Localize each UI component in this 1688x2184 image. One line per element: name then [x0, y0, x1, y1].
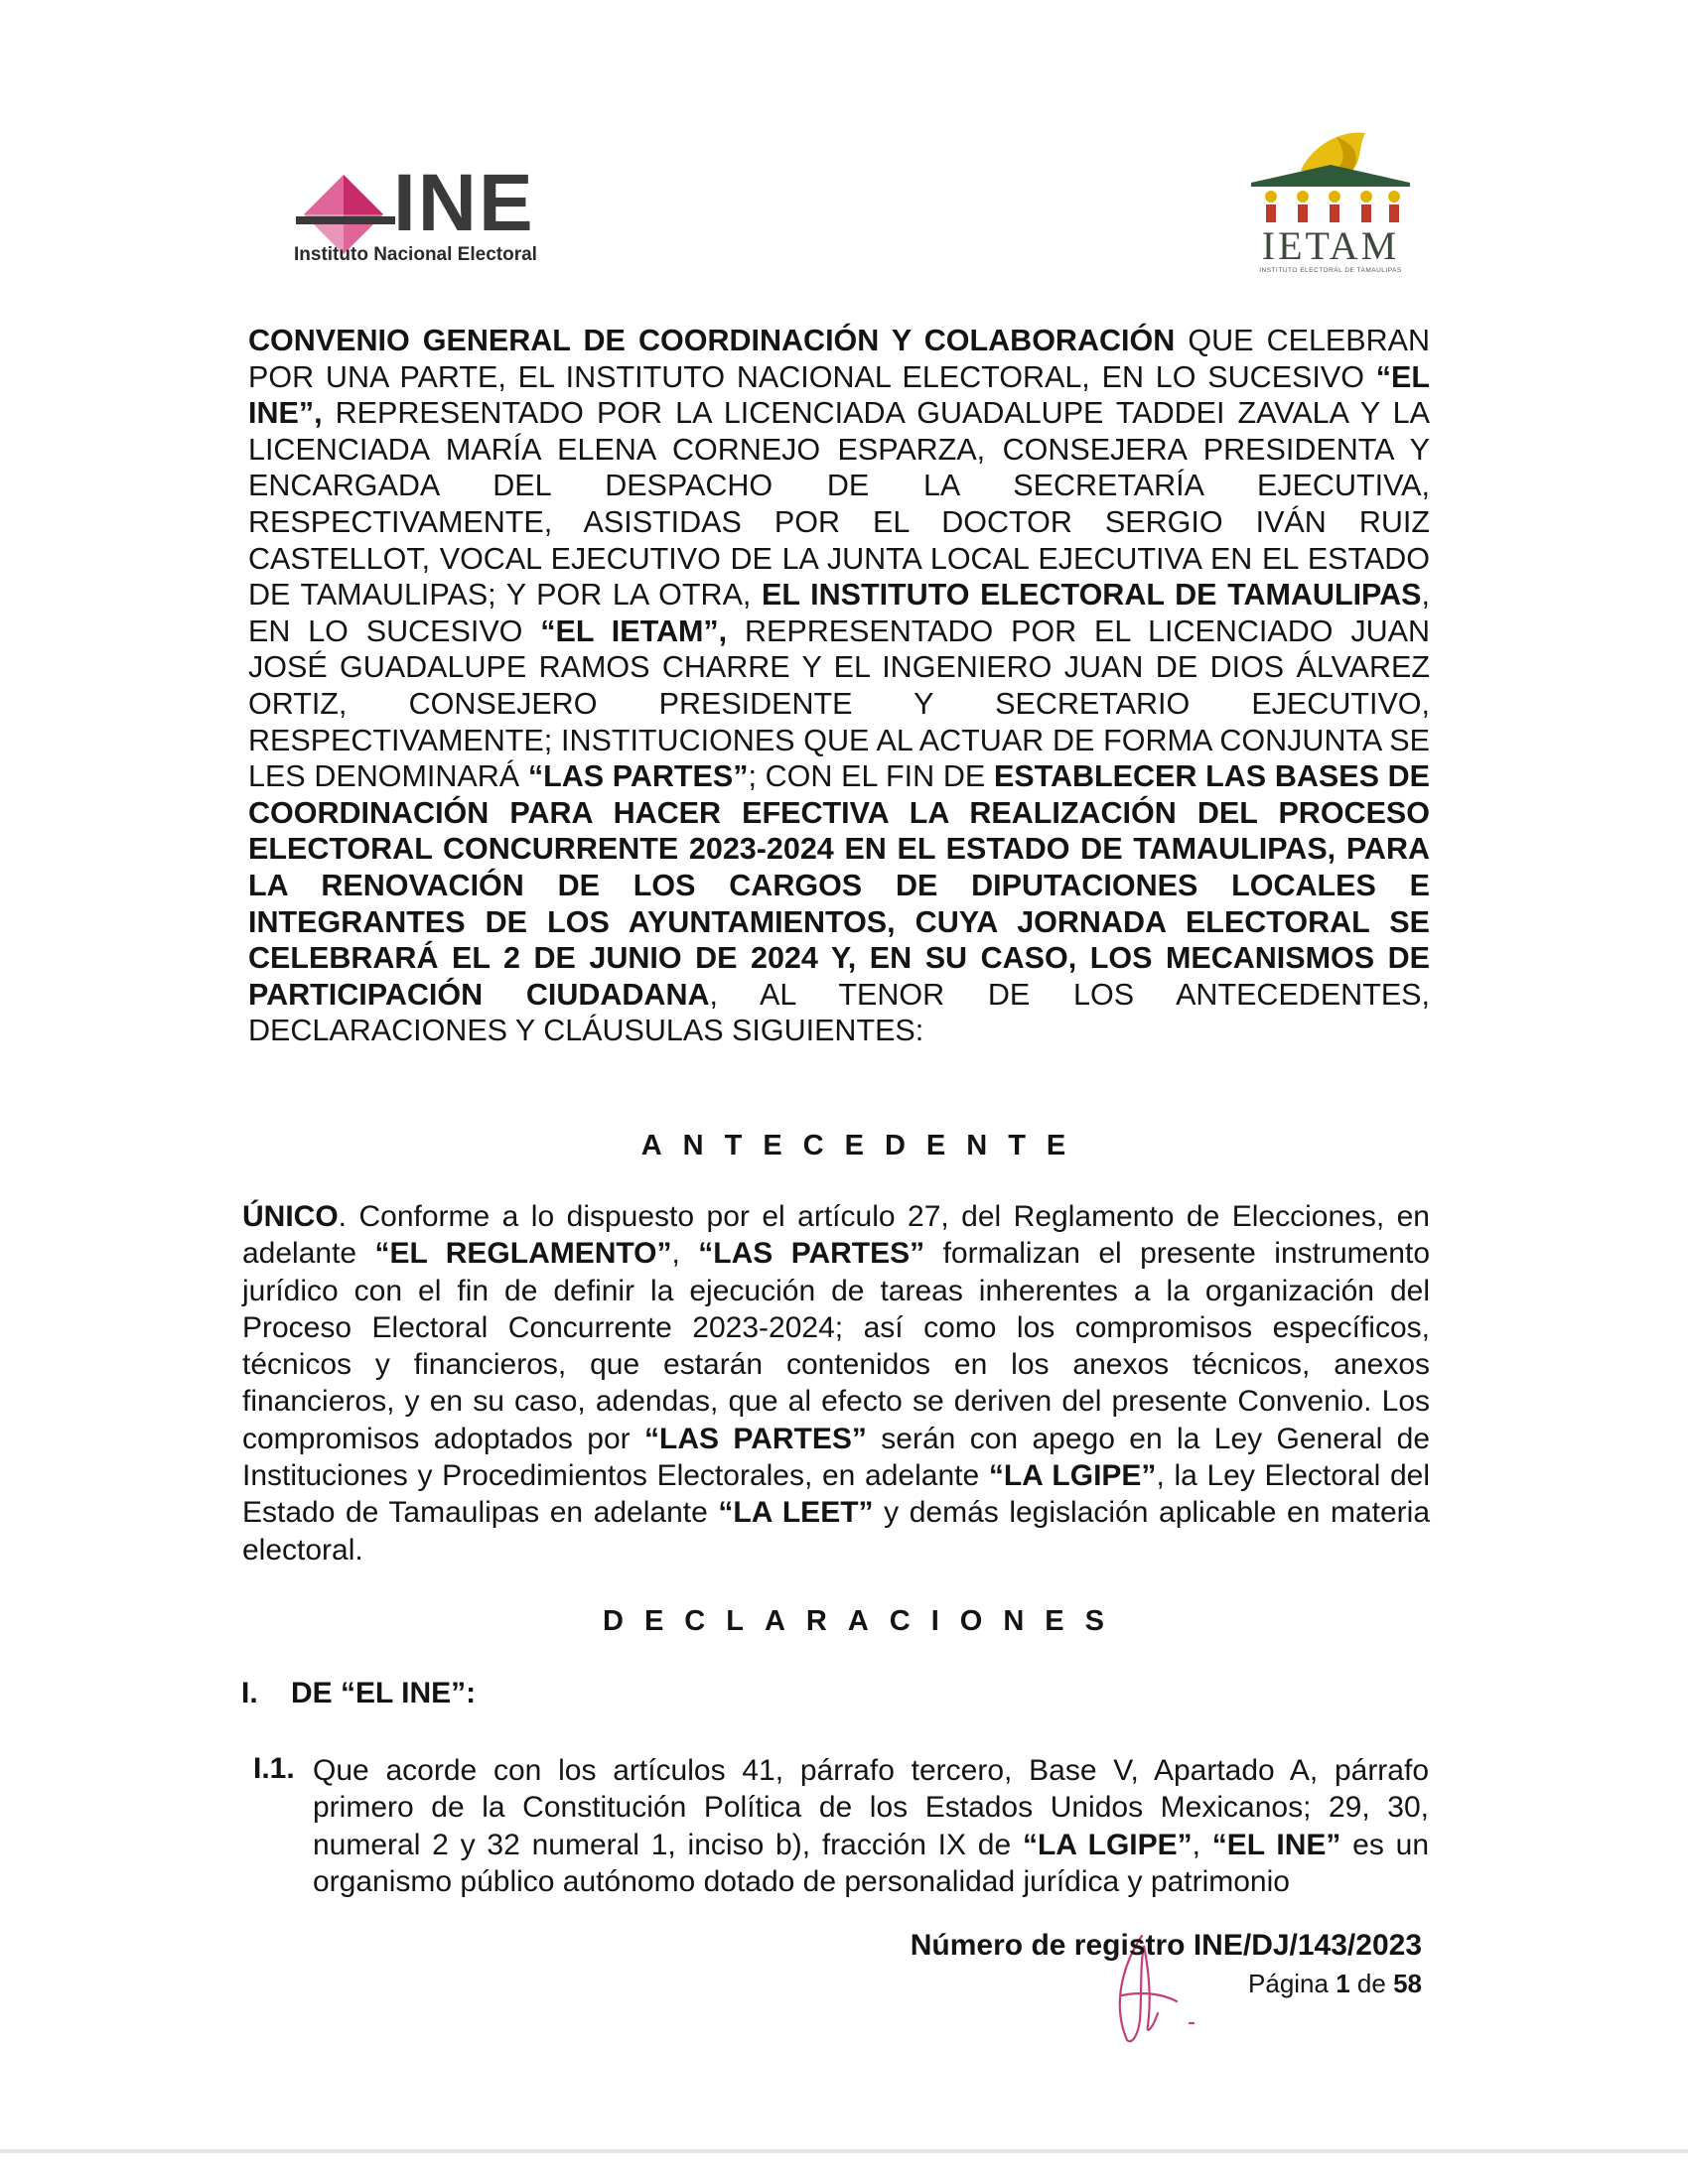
ietam-logo-text: IETAM: [1261, 223, 1400, 268]
section-1-number: I.: [241, 1677, 258, 1709]
item-1-1-number: I.1.: [253, 1752, 295, 1785]
page-prefix: Página: [1248, 1969, 1329, 1998]
text-segment: REPRESENTADO POR EL LICENCIADO JUAN JOSÉ GUADALUPE RAMOS CHARRE Y EL INGENIERO JUAN DE DIOS ÁLVAREZ ORTIZ, CONSEJERO PRESIDENTE Y SECRETARIO EJECUTIVO, RESPECTIVAMENTE; INSTITUCIONES QUE AL ACTUAR DE FORMA CONJUNTA SE LES DENOMINARÁ: [248, 614, 1430, 794]
bold-text-segment: CONVENIO GENERAL DE COORDINACIÓN Y COLABORACIÓN: [248, 324, 1176, 357]
section-1-title: DE “EL INE”:: [291, 1677, 477, 1709]
bold-text-segment: “EL INE”,: [248, 359, 1430, 431]
ine-logo-text: INE: [393, 158, 535, 248]
text-segment: . Conforme a lo dispuesto por el artículo 27, del Reglamento de Elecciones, en adelante: [242, 1200, 1430, 1271]
text-segment: formalizan el presente instrumento jurídico con el fin de definir la ejecución de tareas inherentes a la organización del Proceso Electoral Concurrente 2023-2024; así como los compromisos específicos, técnicos y financieros, que estarán contenidos en los anexos técnicos, anexos financieros, y en su caso, adendas, que al efecto se deriven del presente Convenio. Los compromisos adoptados por: [242, 1237, 1431, 1455]
bold-text-segment: “EL IETAM”,: [540, 614, 728, 648]
registration-number: [911, 1929, 1422, 1963]
text-segment: QUE CELEBRAN POR UNA PARTE, EL INSTITUTO NACIONAL ELECTORAL, EN LO SUCESIVO: [248, 324, 1430, 394]
item-1-1-text: [313, 1752, 1429, 1900]
ietam-emblem-icon: [1241, 127, 1420, 226]
agreement-title: [248, 323, 1430, 1049]
text-segment: es un organismo público autónomo dotado de personalidad jurídica y patrimonio: [313, 1828, 1430, 1898]
ietam-logo: [1241, 127, 1420, 276]
text-segment: REPRESENTADO POR LA LICENCIADA GUADALUPE TADDEI ZAVALA Y LA LICENCIADA MARÍA ELENA CORNEJO ESPARZA, CONSEJERA PRESIDENTA Y ENCARGADA DEL DESPACHO DE LA SECRETARÍA EJECUTIVA, RESPECTIVAMENTE, ASISTIDAS POR EL DOCTOR SERGIO IVÁN RUIZ CASTELLOT, VOCAL EJECUTIVO DE LA JUNTA LOCAL EJECUTIVA EN EL ESTADO DE TAMAULIPAS; Y POR LA OTRA,: [248, 396, 1430, 613]
page-connector: de: [1356, 1969, 1386, 1998]
page-total: 58: [1393, 1969, 1422, 1998]
text-segment: ,: [671, 1237, 699, 1271]
bold-text-segment: “LA LEET”: [718, 1496, 874, 1530]
antecedente-paragraph: [242, 1198, 1430, 1569]
bold-text-segment: ÚNICO: [242, 1200, 339, 1233]
bold-text-segment: “LAS PARTES”: [644, 1422, 867, 1455]
bold-text-segment: “LAS PARTES”: [698, 1237, 925, 1271]
registration-value: INE/DJ/143/2023: [1193, 1929, 1422, 1962]
page-current: 1: [1336, 1969, 1350, 1998]
text-segment: Que acorde con los artículos 41, párrafo tercero, Base V, Apartado A, párrafo primero de la Constitución Política de los Estados Unidos Mexicanos; 29, 30, numeral 2 y 32 numeral 1, inciso b), fracción IX de: [313, 1754, 1429, 1861]
text-segment: serán con apego en la Ley General de Instituciones y Procedimientos Electorales, en adelante: [242, 1422, 1431, 1493]
declaraciones-heading: DECLARACIONES: [603, 1605, 1125, 1637]
bold-text-segment: EL INSTITUTO ELECTORAL DE TAMAULIPAS: [762, 578, 1422, 613]
text-segment: , AL TENOR DE LOS ANTECEDENTES, DECLARACIONES Y CLÁUSULAS SIGUIENTES:: [248, 977, 1430, 1048]
scan-edge-divider: [0, 2149, 1688, 2153]
antecedente-heading: ANTECEDENTE: [640, 1130, 1087, 1161]
page-number: [1248, 1969, 1422, 1999]
text-segment: ,: [1192, 1828, 1212, 1861]
text-segment: y demás legislación aplicable en materia electoral.: [242, 1496, 1430, 1567]
bold-text-segment: “EL REGLAMENTO”: [374, 1237, 672, 1271]
ine-subtitle: Instituto Nacional Electoral: [294, 244, 537, 265]
section-1-heading: [241, 1677, 476, 1710]
bold-text-segment: ESTABLECER LAS BASES DE COORDINACIÓN PARA HACER EFECTIVA LA REALIZACIÓN DEL PROCESO ELECTORAL CONCURRENTE 2023-2024 EN EL ESTADO DE TAMAULIPAS, PARA LA RENOVACIÓN DE LOS CARGOS DE DIPUTACIONES LOCALES E INTEGRANTES DE LOS AYUNTAMIENTOS, CUYA JORNADA ELECTORAL SE CELEBRARÁ EL 2 DE JUNIO DE 2024 Y, EN SU CASO, LOS MECANISMOS DE PARTICIPACIÓN CIUDADANA: [248, 759, 1430, 1012]
text-segment: , la Ley Electoral del Estado de Tamaulipas en adelante: [242, 1459, 1430, 1530]
ine-logo: [294, 158, 592, 270]
registration-label: Número de registro: [910, 1929, 1186, 1962]
bold-text-segment: “EL INE”: [1211, 1828, 1341, 1861]
text-segment: , EN LO SUCESIVO: [248, 578, 1430, 648]
bold-text-segment: “LA LGIPE”: [988, 1459, 1157, 1493]
ietam-subtitle: INSTITUTO ELECTORAL DE TAMAULIPAS: [1259, 267, 1402, 274]
text-segment: ; CON EL FIN DE: [748, 759, 994, 794]
bold-text-segment: “LAS PARTES”: [527, 759, 749, 794]
bold-text-segment: “LA LGIPE”: [1022, 1828, 1193, 1861]
